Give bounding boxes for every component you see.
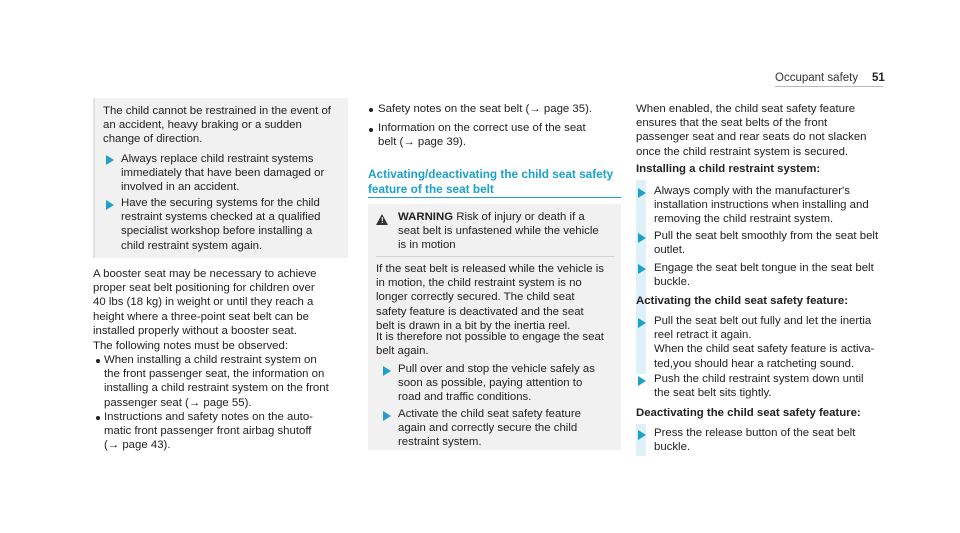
- step-arrow-icon: [383, 366, 391, 376]
- step-arrow-icon: [383, 411, 391, 421]
- step-arrow-icon: [638, 233, 646, 243]
- activate-step-2: Push the child restraint system down until the seat belt sits tightly.: [654, 373, 864, 400]
- booster-paragraph: A booster seat may be necessary to achieve proper seat belt positioning for children over 40 lbs (18 kg) in weight or until they reach a height where a three-point seat belt can be installed properly without a booster seat.: [93, 268, 317, 337]
- steps-bar: [636, 180, 646, 374]
- note-step-1: Always replace child restraint systems immediately that have been damaged or involved in an accident.: [121, 153, 325, 194]
- bullet-item-1: When installing a child restraint system on the front passenger seat, the information on installing a child restraint system on the front passenger seat (→ page 55).: [104, 354, 329, 409]
- subheading-installing: Installing a child restraint system:: [636, 163, 821, 175]
- header-title: Occupant safety: [775, 72, 859, 84]
- steps-bar: [636, 424, 646, 456]
- warning-step-1: Pull over and stop the vehicle safely as soon as possible, paying attention to road and traffic conditions.: [398, 363, 595, 404]
- step-arrow-icon: [106, 200, 114, 210]
- header-rule: [775, 86, 883, 87]
- page-number: 51: [872, 72, 885, 84]
- note-step-2: Have the securing systems for the child restraint systems checked at a qualified specialist workshop before installing a child restraint system again.: [121, 197, 321, 252]
- bullet-dot: [369, 108, 373, 112]
- col3-intro: When enabled, the child seat safety feature ensures that the seat belts of the front passenger seat and rear seats do not slacken once the child restraint system is secured.: [636, 103, 867, 158]
- step-arrow-icon: [638, 376, 646, 386]
- install-step-3: Engage the seat belt tongue in the seat belt buckle.: [654, 262, 874, 289]
- step-arrow-icon: [638, 318, 646, 328]
- warning-step-2: Activate the child seat safety feature again and correctly secure the child restraint system.: [398, 408, 581, 449]
- warning-heading: WARNING Risk of injury or death if a seat belt is unfastened while the vehicle is in motion: [398, 211, 599, 252]
- bullet-item-2: Instructions and safety notes on the auto- matic front passenger front airbag shutoff (→ page 43).: [104, 411, 313, 452]
- bullet-dot: [96, 359, 100, 363]
- install-step-2: Pull the seat belt smoothly from the seat belt outlet.: [654, 230, 879, 257]
- step-arrow-icon: [638, 264, 646, 274]
- subheading-deactivating: Deactivating the child seat safety feature:: [636, 407, 861, 419]
- deactivate-step-1: Press the release button of the seat belt buckle.: [654, 427, 856, 454]
- notes-intro: The following notes must be observed:: [93, 340, 289, 352]
- subheading-activating: Activating the child seat safety feature:: [636, 295, 849, 307]
- col2-bullet-1: Safety notes on the seat belt (→ page 35).: [378, 103, 593, 115]
- activate-step-1: Pull the seat belt out fully and let the inertia reel retract it again. When the child seat safety feature is activa- ted,you should hear a ratcheting sound.: [654, 315, 875, 370]
- warning-exclaim-icon: !: [381, 216, 384, 225]
- section-heading: Activating/deactivating the child seat safety feature of the seat belt: [368, 167, 614, 196]
- step-arrow-icon: [638, 430, 646, 440]
- warning-paragraph-1: If the seat belt is released while the vehicle is in motion, the child restraint system is no longer correctly secured. The child seat safety feature is deactivated and the seat belt is drawn in a bit by the inertia reel.: [376, 263, 604, 332]
- install-step-1: Always comply with the manufacturer's installation instructions when installing and removing the child restraint system.: [654, 185, 869, 226]
- col2-bullet-2: Information on the correct use of the seat belt (→ page 39).: [378, 122, 586, 149]
- warning-divider: [376, 256, 614, 257]
- step-arrow-icon: [638, 188, 646, 198]
- note-box-text: The child cannot be restrained in the event of an accident, heavy braking or a sudden change of direction.: [103, 105, 331, 146]
- step-arrow-icon: [106, 155, 114, 165]
- bullet-dot: [369, 128, 373, 132]
- heading-rule: [368, 197, 621, 198]
- warning-paragraph-2: It is therefore not possible to engage the seat belt again.: [376, 331, 604, 358]
- bullet-dot: [96, 416, 100, 420]
